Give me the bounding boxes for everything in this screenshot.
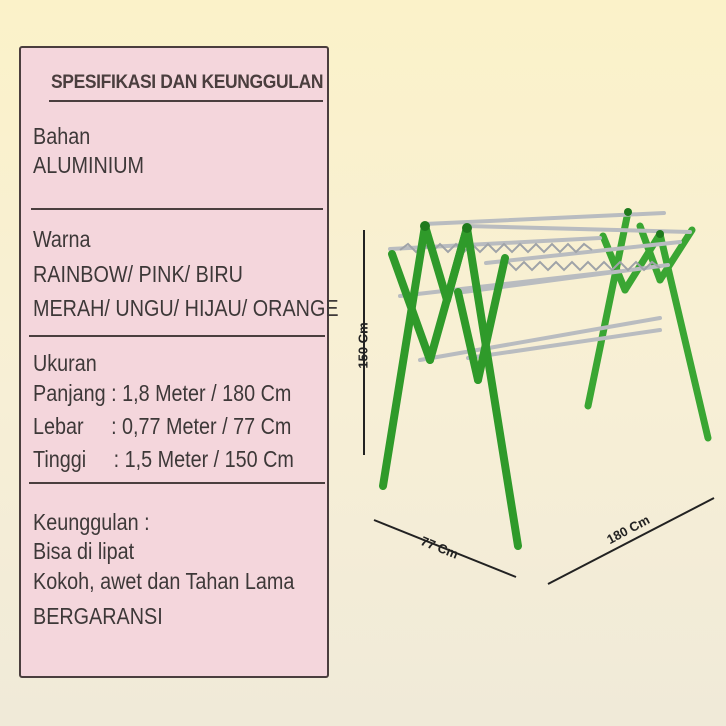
- size-height: Tinggi : 1,5 Meter / 150 Cm: [33, 446, 294, 472]
- depth-dimension-label: 77 Cm: [418, 533, 461, 562]
- color-label: Warna: [33, 226, 91, 252]
- advantage-1: Bisa di lipat: [33, 538, 135, 564]
- advantage-label: Keunggulan :: [33, 509, 150, 535]
- size-label: Ukuran: [33, 350, 97, 376]
- color-line-1: RAINBOW/ PINK/ BIRU: [33, 261, 243, 287]
- front-frame: [383, 226, 518, 546]
- spec-title: SPESIFIKASI DAN KEUNGGULAN: [51, 72, 324, 93]
- material-value: ALUMINIUM: [33, 152, 144, 178]
- advantage-2: Kokoh, awet dan Tahan Lama: [33, 568, 295, 594]
- color-line-2: MERAH/ UNGU/ HIJAU/ ORANGE: [33, 295, 339, 321]
- warranty-text: BERGARANSI: [33, 603, 163, 629]
- material-label: Bahan: [33, 123, 91, 149]
- height-dimension-label: 150 Cm: [355, 322, 371, 369]
- size-length: Panjang : 1,8 Meter / 180 Cm: [33, 380, 292, 406]
- size-width: Lebar : 0,77 Meter / 77 Cm: [33, 413, 292, 439]
- length-dimension-label: 180 Cm: [604, 512, 653, 547]
